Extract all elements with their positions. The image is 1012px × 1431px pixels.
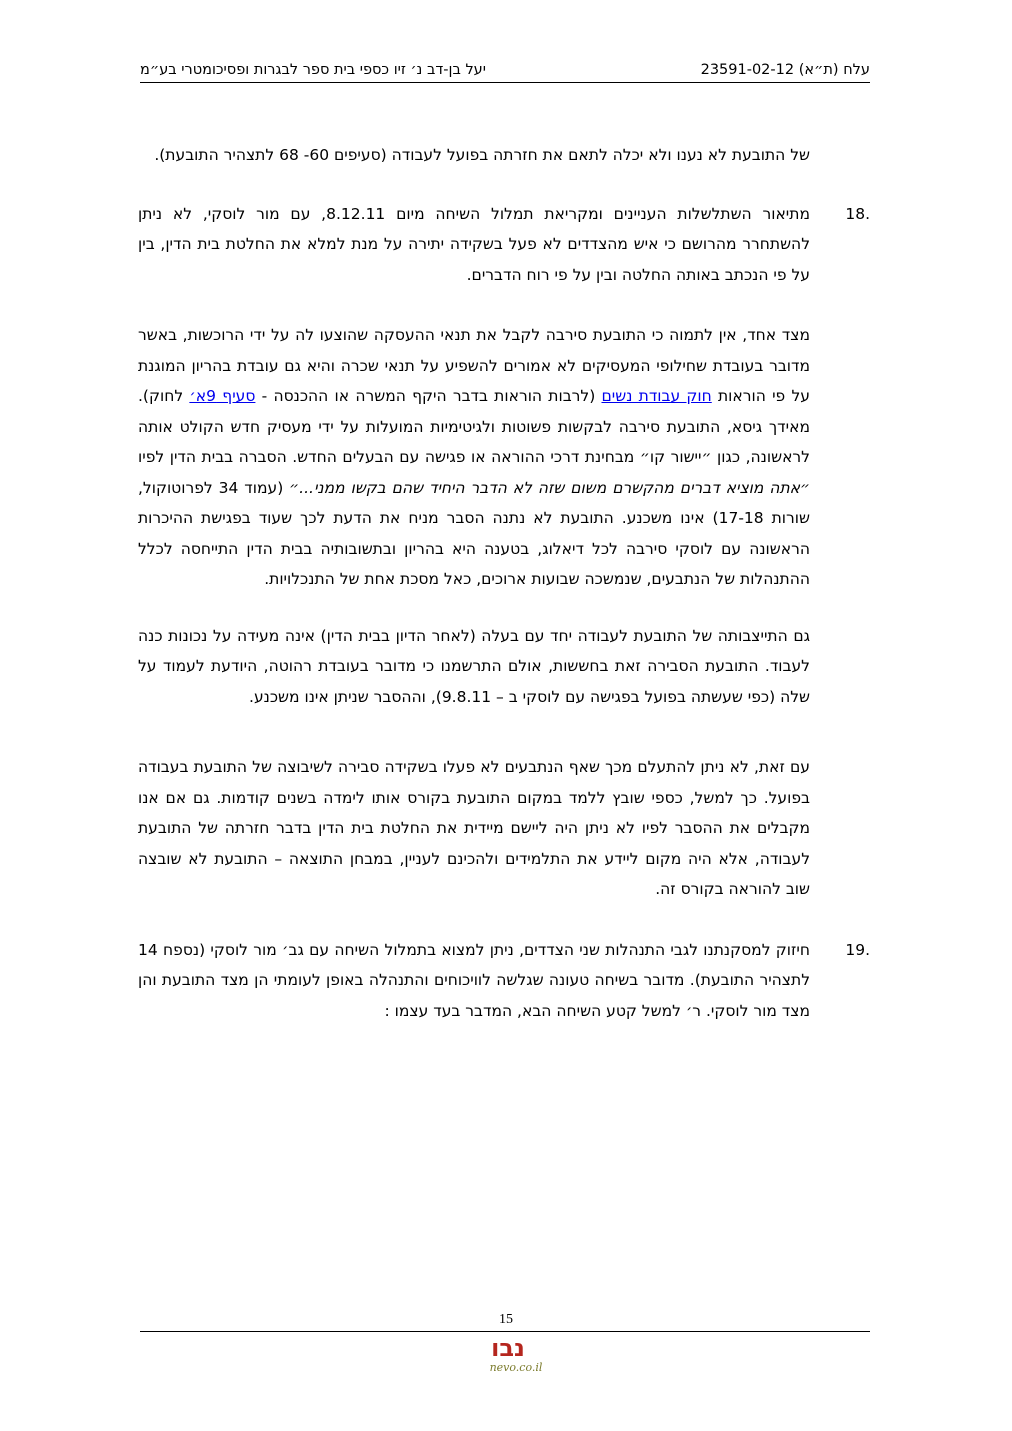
logo-domain-text: nevo.co.il [489,1361,543,1374]
paragraph-reporting-to-work [138,621,870,713]
page-number: 15 [499,1312,513,1327]
paragraph-text: גם התייצבותה של התובעת לעבודה יחד עם בעלה (לאחר הדיון בבית הדין) אינה מעידה על נכונות כנה לעבוד. התובעת הסבירה זאת בחששות, אולם התרשמנו כי מדובר בעובדת רהוטה, היודעת לעמוד על שלה (כפי שעשתה בפועל בפגישה עם לוסקי ב – 9.8.11), וההסבר שניתן אינו משכנע. [138,626,810,706]
document-body [138,140,870,1026]
page-header [140,58,870,84]
header-divider [140,82,870,83]
case-number: עלח (ת״א) 23591-02-12 [700,62,870,78]
women-employment-law-link[interactable]: חוק עבודת נשים [601,387,712,405]
paragraph-segment: לחוק). מאידך גיסא, התובעת סירבה לבקשות פשוטות ולגיטימיות המועלות על ידי מעסיק חדש הקולט אותה לראשונה, כגון ״יישור קו״ מבחינת דרכי ההוראה או פגישה עם הבעלים החדש. הסברה בבית הדין לפיו [138,387,810,466]
paragraph-text: של התובעת לא נענו ולא יכלה לתאם את חזרתה בפועל לעבודה (סעיפים 60- 68 לתצהיר התובעת). [154,146,810,164]
paragraph-18 [138,199,870,291]
case-parties: יעל בן-דב נ׳ זיו כספי בית ספר לבגרות ופסיכומטרי בע״מ [140,62,487,78]
paragraph-segment: (עמוד 34 לפרוטוקול, שורות 17-18) אינו משכנע. התובעת לא נתנה הסבר מניח את הדעת לכך שעוד בפגישת ההיכרות הראשונה עם לוסקי סירבה לכל דיאלוג, בטענה היא בהריון ובתשובותיה בבית הדין התייחסה לכלל ההתנהלות של הנתבעים, שנמשכה שבועות ארוכים, כאל מסכת אחת של התנכלויות. [138,478,810,588]
nevo-logo [456,1334,560,1374]
footer-divider [140,1331,870,1332]
paragraph-text [138,320,810,595]
paragraph-segment: מצד אחד, אין לתמוה כי התובעת סירבה לקבל את תנאי ההעסקה שהוצעו לה על ידי הרוכשות, באשר מדובר בעובדת שחילופי המעסיקים לא אמורים להשפיע על תנאי שכרה והיא גם עובדת בהריון המוגנת על פי הוראות [138,326,810,405]
paragraph-text: מתיאור השתלשלות העניינים ומקריאת תמלול השיחה מיום 8.12.11, עם מור לוסקי, לא ניתן להשתחרר מהרושם כי איש מהצדדים לא פעל בשקידה יתירה על מנת למלא את החלטת בית הדין, בין על פי הנכתב באותה החלטה ובין על פי רוח הדברים. [138,204,810,284]
paragraph-women-employment [138,320,870,595]
paragraph-continuation [138,140,870,171]
paragraph-number: 19. [845,940,870,959]
paragraph-19 [138,935,870,1027]
logo-main-text: נבו [491,1334,525,1362]
quoted-testimony: ״אתה מוציא דברים מהקשרם משום שזה לא הדבר היחיד שהם בקשו ממני...״ [289,478,810,497]
section-9a-link[interactable]: סעיף 9א׳ [189,387,256,405]
paragraph-segment: (לרבות הוראות בדבר היקף המשרה או ההכנסה - [255,387,602,405]
paragraph-number: 18. [845,204,870,223]
paragraph-text: חיזוק למסקנתנו לגבי התנהלות שני הצדדים, ניתן למצוא בתמלול השיחה עם גב׳ מור לוסקי (נספח 14 לתצהיר התובעת). מדובר בשיחה טעונה שגלשה לוויכוחים והתנהלה באופן לעומתי הן מצד התובעת והן מצד מור לוסקי. ר׳ למשל קטע השיחה הבא, המדבר בעד עצמו : [138,940,810,1020]
paragraph-text: עם זאת, לא ניתן להתעלם מכך שאף הנתבעים לא פעלו בשקידה סבירה לשיבוצה של התובעת בעבודה בפועל. כך למשל, כספי שובץ ללמד במקום התובעת בקורס אותו לימדה בשנים קודמות. גם אם אנו מקבלים את ההסבר לפיו לא ניתן היה ליישם מיידית את החלטת בית הדין בדבר חזרתה של התובעת לעבודה, אלא היה מקום ליידע את התלמידים ולהכינם לעניין, במבחן התוצאה – התובעת לא שובצה שוב להוראה בקורס זה. [138,758,810,898]
paragraph-defendants-conduct [138,752,870,905]
